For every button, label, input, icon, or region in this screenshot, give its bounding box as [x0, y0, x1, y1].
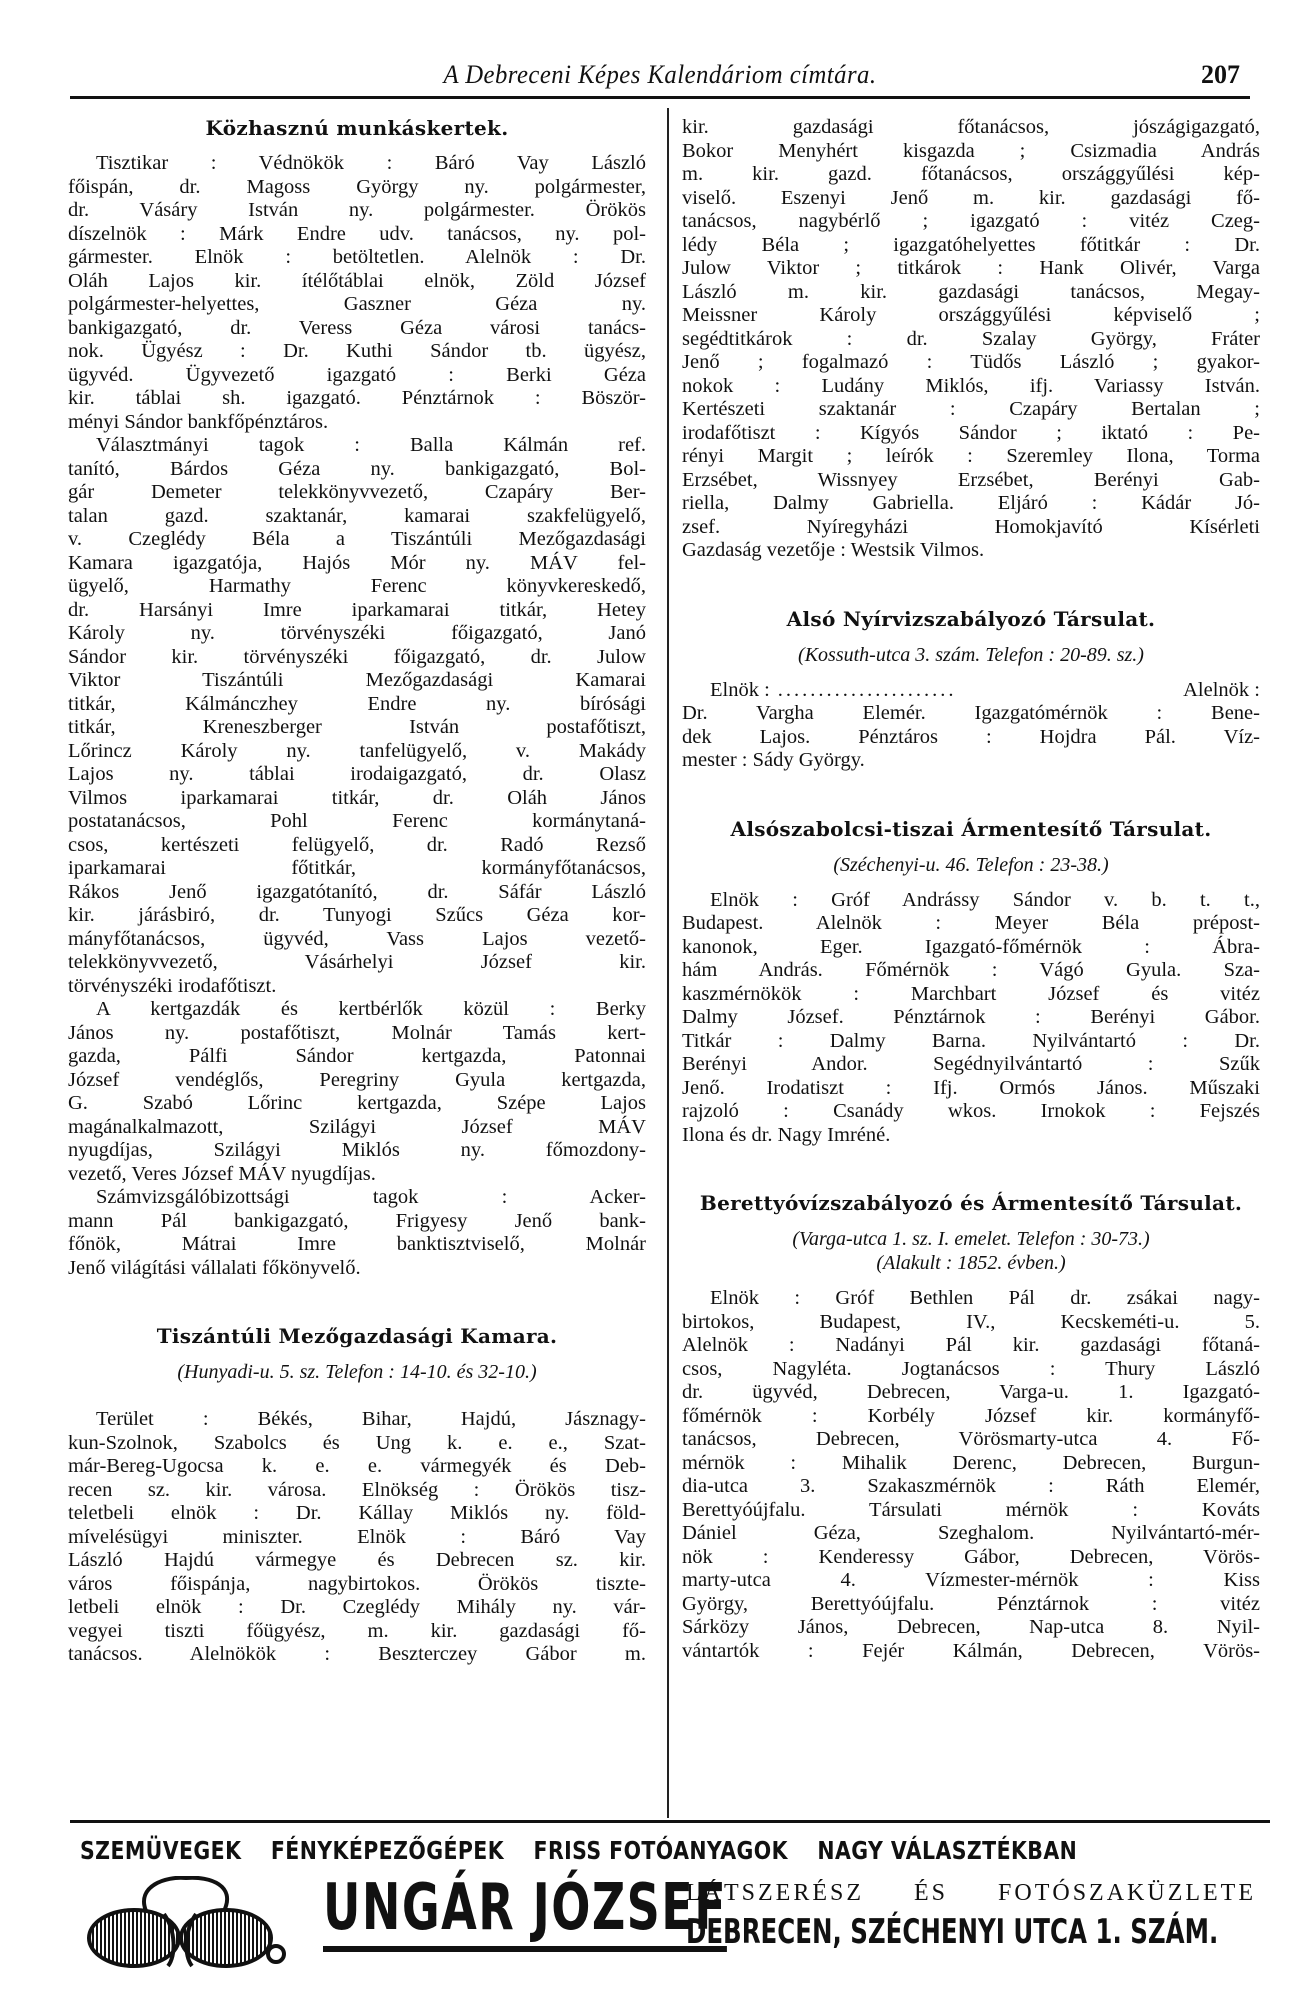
ad-brand-name: UNGÁR JÓZSEF — [323, 1872, 727, 1952]
text-line: rajzoló : Csanády wkos. Irnokok : Fejszés — [682, 1100, 1260, 1122]
text-line: kaszmérnökök : Marchbart József és vitéz — [682, 982, 1260, 1005]
section-title: Berettyóvízszabályozó és Ármentesítő Társulat. — [699, 1191, 1243, 1215]
text-line: Oláh Lajos kir. ítélőtáblai elnök, Zöld József — [68, 269, 646, 292]
column-divider — [667, 108, 669, 1818]
text-line: mérnök : Mihalik Derenc, Debrecen, Burgun- — [682, 1451, 1260, 1474]
text-line: Rákos Jenő igazgatótanító, dr. Sáfár László — [68, 880, 646, 903]
section-body — [682, 889, 1260, 1148]
running-title: A Debreceni Képes Kalendáriom címtára. — [443, 60, 877, 89]
text-line: kir. táblai sh. igazgató. Pénztárnok : Böször- — [68, 387, 646, 409]
text-line: dia-utca 3. Szakaszmérnök : Ráth Elemér, — [682, 1475, 1260, 1497]
text-line: Elnök : Gróf Bethlen Pál dr. zsákai nagy- — [710, 1287, 1260, 1309]
page-header — [70, 60, 1250, 100]
text-line: m. kir. gazd. főtanácsos, országgyűlési kép- — [682, 163, 1260, 185]
text-line: Jenő. Irodatiszt : Ifj. Ormós János. Műszaki — [682, 1076, 1260, 1099]
text-line: rényi Margit ; leírók : Szeremley Ilona, Torma — [682, 445, 1260, 467]
text-line: Elnök : Gróf Andrássy Sándor v. b. t. t., — [710, 888, 1260, 911]
text-line: magánalkalmazott, Szilágyi József MÁV — [68, 1115, 646, 1138]
text-line: gármester. Elnök : betöltetlen. Alelnök : Dr. — [68, 246, 646, 268]
section-address: (Széchenyi-u. 46. Telefon : 23-38.) — [833, 853, 1109, 876]
text-line: vezető, Veres József MÁV nyugdíjas. — [68, 1162, 376, 1185]
ad-desc-word: LÁTSZERÉSZ — [686, 1880, 864, 1906]
text-line: főispán, dr. Magoss György ny. polgármester, — [68, 175, 646, 198]
label: Elnök : — [710, 678, 770, 701]
text-line: gazda, Pálfi Sándor kertgazda, Patonnai — [68, 1045, 646, 1067]
text-line: Titkár : Dalmy Barna. Nyilvántartó : Dr. — [682, 1029, 1260, 1052]
text-line: marty-utca 4. Vízmester-mérnök : Kiss — [682, 1569, 1260, 1591]
text-line: nokok : Ludány Miklós, ifj. Variassy István. — [682, 374, 1260, 397]
text-line: Alelnök : Nadányi Pál kir. gazdasági főtaná- — [682, 1334, 1260, 1356]
text-line: díszelnök : Márk Endre udv. tanácsos, ny. pol- — [68, 222, 646, 245]
text-line: dr. Harsányi Imre iparkamarai titkár, Hetey — [68, 598, 646, 621]
text-line: Tisztikar : Védnökök : Báró Vay László — [96, 152, 646, 174]
ad-tagline — [80, 1836, 1078, 1865]
ad-address: DEBRECEN, SZÉCHENYI UTCA 1. SZÁM. — [686, 1912, 1219, 1952]
section-body — [682, 116, 1260, 563]
text-line: Jenő ; fogalmazó : Tüdős László ; gyakor- — [682, 351, 1260, 373]
text-line: zsef. Nyíregyházi Homokjavító Kísérleti — [682, 515, 1260, 538]
right-column — [682, 116, 1260, 1663]
text-line: Dalmy József. Pénztárnok : Berényi Gábor. — [682, 1006, 1260, 1028]
text-line: nyugdíjas, Szilágyi Miklós ny. főmozdony- — [68, 1139, 646, 1161]
text-line: csos, Nagyléta. Jogtanácsos : Thury László — [682, 1357, 1260, 1380]
text-line: Meissner Károly országgyűlési képviselő ; — [682, 304, 1260, 326]
text-line: Bokor Menyhért kisgazda ; Csizmadia András — [682, 139, 1260, 162]
text-line: kun-Szolnok, Szabolcs és Ung k. e. e., Szat- — [68, 1431, 646, 1454]
text-line: riella, Dalmy Gabriella. Eljáró : Kádár Jó- — [682, 492, 1260, 514]
text-line: László m. kir. gazdasági tanácsos, Megay- — [682, 280, 1260, 303]
text-line: G. Szabó Lőrinc kertgazda, Szépe Lajos — [68, 1092, 646, 1114]
section-body — [68, 152, 646, 1280]
ad-desc-word: FOTÓSZAKÜZLETE — [998, 1880, 1256, 1906]
text-line: ügyelő, Harmathy Ferenc könyvkereskedő, — [68, 575, 646, 597]
text-line: titkár, Kálmánczhey Endre ny. bírósági — [68, 692, 646, 715]
text-line: dr. Vásáry István ny. polgármester. Örökös — [68, 199, 646, 221]
text-line: hám András. Főmérnök : Vágó Gyula. Sza- — [682, 959, 1260, 981]
text-line: Dániel Géza, Szeghalom. Nyilvántartó-mér- — [682, 1522, 1260, 1544]
text-line: vántartók : Fejér Kálmán, Debrecen, Vörös- — [682, 1639, 1260, 1662]
text-line: Erzsébet, Wissnyey Erzsébet, Berényi Gab- — [682, 468, 1260, 491]
section-address: (Varga-utca 1. sz. I. emelet. Telefon : 30-73.) — [792, 1228, 1150, 1250]
ad-tagline-item: NAGY VÁLASZTÉKBAN — [817, 1836, 1078, 1865]
text-line: Terület : Békés, Bihar, Hajdú, Jásznagy- — [96, 1408, 646, 1430]
section-body — [682, 1287, 1260, 1663]
text-line: vegyei tiszti főügyész, m. kir. gazdasági fő- — [68, 1619, 646, 1642]
text-line: Vilmos iparkamarai titkár, dr. Oláh János — [68, 786, 646, 809]
advertisement — [68, 1830, 1268, 1990]
text-line: polgármester-helyettes, Gaszner Géza ny. — [68, 293, 646, 315]
section-body — [682, 702, 1260, 773]
text-line: recen sz. kir. városa. Elnökség : Örökös tisz- — [68, 1478, 646, 1501]
text-line: Julow Viktor ; titkárok : Hank Olivér, Varga — [682, 257, 1260, 279]
text-line: bankigazgató, dr. Veress Géza városi tanács- — [68, 316, 646, 339]
section-address: (Hunyadi-u. 5. sz. Telefon : 14-10. és 32-10.) — [177, 1361, 537, 1383]
text-line: dr. ügyvéd, Debrecen, Varga-u. 1. Igazgató- — [682, 1381, 1260, 1403]
text-line: Sárközy János, Debrecen, Nap-utca 8. Nyil- — [682, 1616, 1260, 1638]
text-line: mann Pál bankigazgató, Frigyesy Jenő bank- — [68, 1209, 646, 1232]
footer-rule — [70, 1820, 1270, 1823]
section-title: Közhasznú munkáskertek. — [205, 116, 509, 140]
text-line: A kertgazdák és kertbérlők közül : Berky — [96, 998, 646, 1020]
page-number: 207 — [1201, 60, 1240, 89]
text-line: már-Bereg-Ugocsa k. e. e. vármegyék és Deb- — [68, 1455, 646, 1477]
text-line: Viktor Tiszántúli Mezőgazdasági Kamarai — [68, 669, 646, 691]
left-column — [68, 116, 646, 1667]
text-line: gár Demeter telekkönyvvezető, Czapáry Ber- — [68, 481, 646, 503]
text-line: Budapest. Alelnök : Meyer Béla prépost- — [682, 912, 1260, 934]
text-line: Sándor kir. törvényszéki főigazgató, dr. Julow — [68, 645, 646, 668]
text-line: József vendéglős, Peregriny Gyula kertgazda, — [68, 1068, 646, 1091]
text-line: tanácsos, nagybérlő ; igazgató : vitéz Czeg- — [682, 210, 1260, 232]
text-line: János ny. postafőtiszt, Molnár Tamás kert- — [68, 1021, 646, 1044]
text-line: tanácsos. Alelnökök : Beszterczey Gábor m. — [68, 1643, 646, 1665]
text-line: talan gazd. szaktanár, kamarai szakfelügyelő, — [68, 504, 646, 527]
text-line: Lajos ny. táblai irodaigazgató, dr. Olasz — [68, 763, 646, 785]
text-line: mányfőtanácsos, ügyvéd, Vass Lajos vezető- — [68, 927, 646, 950]
text-line: mívelésügyi miniszter. Elnök : Báró Vay — [68, 1525, 646, 1548]
text-line: Károly ny. törvényszéki főigazgató, Janó — [68, 622, 646, 644]
text-line: László Hajdú vármegye és Debrecen sz. kir. — [68, 1549, 646, 1571]
text-line: Jenő világítási vállalati főkönyvelő. — [68, 1256, 361, 1279]
text-line: tanácsos, Debrecen, Vörösmarty-utca 4. Fő- — [682, 1428, 1260, 1450]
label: Alelnök : — [1183, 678, 1260, 701]
text-line: város főispánja, nagybirtokos. Örökös tiszte- — [68, 1572, 646, 1595]
text-line: Dr. Vargha Elemér. Igazgatómérnök : Bene- — [682, 702, 1260, 724]
dotted-leader: ...................... — [777, 678, 957, 701]
text-line: ményi Sándor bankfőpénztáros. — [68, 410, 329, 433]
eyeglasses-icon — [76, 1876, 296, 1976]
text-line: nok. Ügyész : Dr. Kuthi Sándor tb. ügyész, — [68, 340, 646, 362]
ad-description — [686, 1880, 1256, 1907]
ad-tagline-item: FÉNYKÉPEZŐGÉPEK — [270, 1836, 505, 1865]
text-line: Választmányi tagok : Balla Kálmán ref. — [96, 434, 646, 456]
text-line: birtokos, Budapest, IV., Kecskeméti-u. 5. — [682, 1310, 1260, 1333]
header-rule — [70, 96, 1250, 99]
text-line: főmérnök : Korbély József kir. kormányfő- — [682, 1404, 1260, 1427]
text-line: Ilona és dr. Nagy Imréné. — [682, 1123, 891, 1146]
text-line: kanonok, Eger. Igazgató-főmérnök : Ábra- — [682, 935, 1260, 958]
text-line: Lőrincz Károly ny. tanfelügyelő, v. Makády — [68, 739, 646, 762]
text-line: Gazdaság vezetője : Westsik Vilmos. — [682, 539, 985, 561]
text-line: ügyvéd. Ügyvezető igazgató : Berki Géza — [68, 363, 646, 386]
text-line: kir. gazdasági főtanácsos, jószágigazgató, — [682, 116, 1260, 138]
section-body — [68, 1408, 646, 1667]
ad-tagline-item: SZEMÜVEGEK — [80, 1836, 242, 1865]
text-line: Számvizsgálóbizottsági tagok : Acker- — [96, 1186, 646, 1208]
text-line: csos, kertészeti felügyelő, dr. Radó Rezső — [68, 833, 646, 856]
ad-tagline-item: FRISS FOTÓANYAGOK — [533, 1836, 788, 1865]
ad-desc-word: ÉS — [914, 1880, 949, 1906]
text-line: törvényszéki irodafőtiszt. — [68, 974, 277, 997]
section-title: Alsószabolcsi-tiszai Ármentesítő Társulat. — [730, 816, 1212, 841]
text-line: irodafőtiszt : Kígyós Sándor ; iktató : Pe- — [682, 421, 1260, 444]
section-title: Alsó Nyírvizszabályozó Társulat. — [786, 606, 1156, 631]
text-line: iparkamarai főtitkár, kormányfőtanácsos, — [68, 857, 646, 879]
text-line: Kamara igazgatója, Hajós Mór ny. MÁV fel- — [68, 551, 646, 574]
section-title: Tiszántúli Mezőgazdasági Kamara. — [156, 1324, 558, 1348]
text-line: Kertészeti szaktanár : Czapáry Bertalan ; — [682, 398, 1260, 420]
section-address: (Kossuth-utca 3. szám. Telefon : 20-89. sz.) — [798, 643, 1144, 666]
text-line: teletbeli elnök : Dr. Kállay Miklós ny. föld- — [68, 1502, 646, 1524]
text-line: letbeli elnök : Dr. Czeglédy Mihály ny. vár- — [68, 1596, 646, 1618]
text-line: telekkönyvvezető, Vásárhelyi József kir. — [68, 951, 646, 973]
text-line: segédtitkárok : dr. Szalay György, Fráter — [682, 327, 1260, 350]
text-line: kir. járásbiró, dr. Tunyogi Szűcs Géza kor- — [68, 904, 646, 926]
section-founded: (Alakult : 1852. évben.) — [876, 1252, 1066, 1274]
text-line: v. Czeglédy Béla a Tiszántúli Mezőgazdasági — [68, 528, 646, 550]
text-line: főnök, Mátrai Imre banktisztviselő, Molnár — [68, 1233, 646, 1255]
text-line: nök : Kenderessy Gábor, Debrecen, Vörös- — [682, 1545, 1260, 1568]
text-line: dek Lajos. Pénztáros : Hojdra Pál. Víz- — [682, 725, 1260, 748]
text-line: postatanácsos, Pohl Ferenc kormánytaná- — [68, 810, 646, 832]
text-line: mester : Sády György. — [682, 749, 865, 771]
officer-line — [682, 679, 1260, 703]
text-line: tanító, Bárdos Géza ny. bankigazgató, Bol- — [68, 457, 646, 480]
text-line: Berettyóújfalu. Társulati mérnök : Kováts — [682, 1498, 1260, 1521]
text-line: lédy Béla ; igazgatóhelyettes főtitkár : Dr. — [682, 233, 1260, 256]
text-line: György, Berettyóújfalu. Pénztárnok : vitéz — [682, 1592, 1260, 1615]
text-line: Berényi Andor. Segédnyilvántartó : Szűk — [682, 1053, 1260, 1075]
text-line: viselő. Eszenyi Jenő m. kir. gazdasági fő- — [682, 186, 1260, 209]
text-line: titkár, Kreneszberger István postafőtiszt, — [68, 716, 646, 738]
